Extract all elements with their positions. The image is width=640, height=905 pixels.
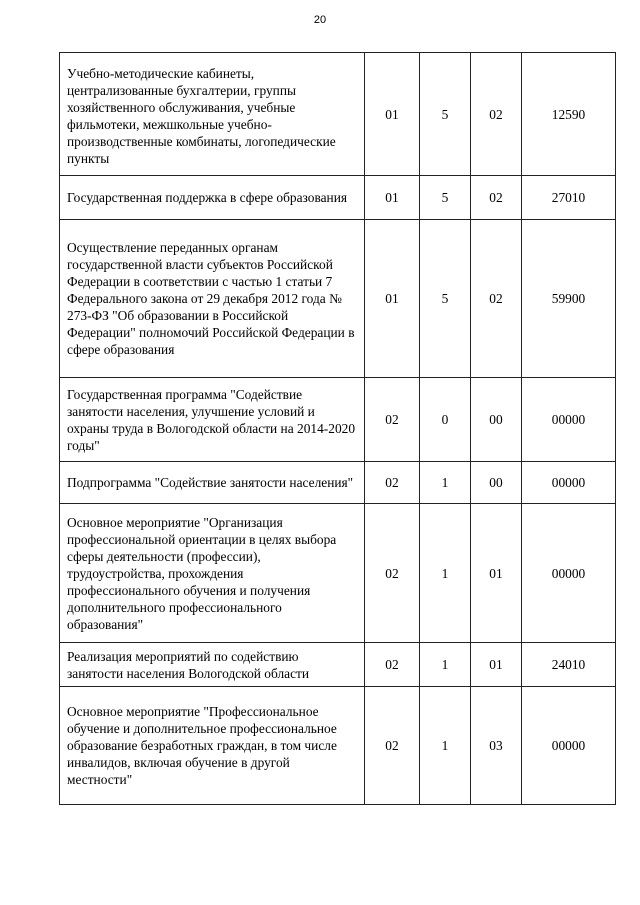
activity-code-cell: 02 [471,176,522,220]
budget-classification-table [59,52,616,805]
row-name-cell: Осуществление переданных органам государственной власти субъектов Российской Федерации в соответствии с частью 1 статьи 7 Федерального закона от 29 декабря 2012 года № 273-ФЗ "Об образовании в Российской Федерации" полномочий Российской Федерации в сфере образования [60,220,365,378]
direction-code-cell: 00000 [522,504,616,643]
table-row [60,53,616,176]
program-code-cell: 02 [365,687,420,805]
row-name-cell: Государственная поддержка в сфере образования [60,176,365,220]
subprogram-code-cell: 1 [420,462,471,504]
row-name-cell: Основное мероприятие "Организация профессиональной ориентации в целях выбора сферы деятельности (профессии), трудоустройства, прохождения профессионального обучения и получения дополнительного профессионального образования" [60,504,365,643]
table-row [60,462,616,504]
subprogram-code-cell: 0 [420,378,471,462]
row-name-cell: Реализация мероприятий по содействию занятости населения Вологодской области [60,643,365,687]
activity-code-cell: 02 [471,220,522,378]
subprogram-code-cell: 5 [420,220,471,378]
direction-code-cell: 24010 [522,643,616,687]
subprogram-code-cell: 1 [420,504,471,643]
row-name-cell: Государственная программа "Содействие занятости населения, улучшение условий и охраны труда в Вологодской области на 2014-2020 годы" [60,378,365,462]
program-code-cell: 02 [365,378,420,462]
direction-code-cell: 00000 [522,462,616,504]
program-code-cell: 02 [365,504,420,643]
subprogram-code-cell: 1 [420,643,471,687]
direction-code-cell: 27010 [522,176,616,220]
activity-code-cell: 00 [471,378,522,462]
row-name-cell: Учебно-методические кабинеты, централизованные бухгалтерии, группы хозяйственного обслуживания, учебные фильмотеки, межшкольные учебно-производственные комбинаты, логопедические пункты [60,53,365,176]
table-row [60,504,616,643]
program-code-cell: 01 [365,176,420,220]
direction-code-cell: 12590 [522,53,616,176]
program-code-cell: 01 [365,53,420,176]
direction-code-cell: 00000 [522,378,616,462]
direction-code-cell: 00000 [522,687,616,805]
subprogram-code-cell: 5 [420,53,471,176]
table-row [60,176,616,220]
activity-code-cell: 01 [471,643,522,687]
row-name-cell: Основное мероприятие "Профессиональное обучение и дополнительное профессиональное образование безработных граждан, в том числе инвалидов, включая обучение в другой местности" [60,687,365,805]
program-code-cell: 02 [365,643,420,687]
activity-code-cell: 01 [471,504,522,643]
table-row [60,378,616,462]
table-row [60,687,616,805]
activity-code-cell: 00 [471,462,522,504]
subprogram-code-cell: 1 [420,687,471,805]
activity-code-cell: 02 [471,53,522,176]
table-row [60,220,616,378]
row-name-cell: Подпрограмма "Содействие занятости населения" [60,462,365,504]
table-row [60,643,616,687]
program-code-cell: 01 [365,220,420,378]
activity-code-cell: 03 [471,687,522,805]
page-number: 20 [313,14,327,26]
program-code-cell: 02 [365,462,420,504]
direction-code-cell: 59900 [522,220,616,378]
subprogram-code-cell: 5 [420,176,471,220]
